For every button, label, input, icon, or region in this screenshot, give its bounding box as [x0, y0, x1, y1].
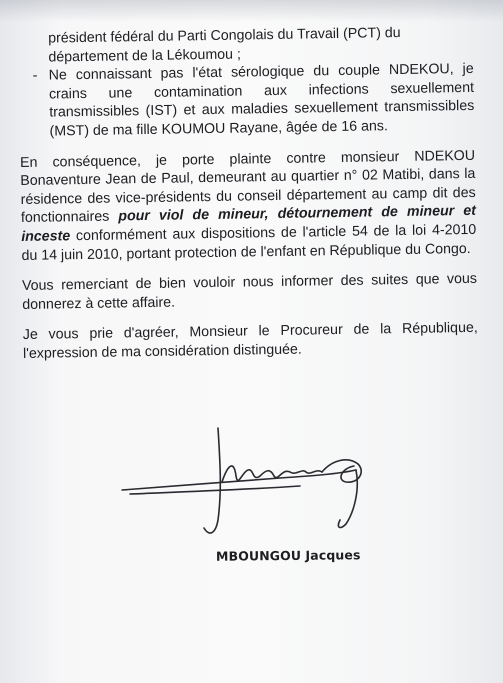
- letter-body: [18, 23, 478, 364]
- bullet-text: Ne connaissant pas l'état sérologique du couple NDEKOU, je crains une contamination aux infections sexuellement transmissibles (IST) et aux maladies sexuellement transmissibles (MST) de ma fille KOUMOU Rayane, âgée de 16 ans.: [48, 61, 475, 140]
- complaint-text-1: En conséquence, je porte plainte contre monsieur NDEKOU Bonaventure Jean de Paul, demeurant au quartier n° 02 Matibi, dans la résidence des vice-présidents du conseil département au camp dit des fonctionnaires: [19, 147, 476, 227]
- continuation-line-2: département de la Lékoumou ;: [48, 46, 241, 66]
- bullet-item: [19, 60, 475, 142]
- complaint-text-2: conformément aux dispositions de l'article 54 de la loi 4-2010 du 14 juin 2010, portant protection de l'enfant en République du Congo.: [21, 221, 477, 264]
- thanks-paragraph: Vous remerciant de bien vouloir nous informer des suites que vous donnerez à cette affaire.: [21, 270, 478, 313]
- closing-paragraph: Je vous prie d'agréer, Monsieur le Procureur de la République, l'expression de ma considération distinguée.: [22, 320, 478, 362]
- charges-text: pour viol de mineur, détournement de mineur et inceste: [21, 203, 477, 245]
- bullet-dash: -: [32, 67, 38, 84]
- signer-name: MBOUNGOU Jacques: [215, 547, 361, 564]
- handwritten-signature: [110, 420, 390, 550]
- continuation-line-1: président fédéral du Parti Congolais du Travail (PCT) du: [48, 24, 401, 47]
- complaint-paragraph: [20, 146, 477, 265]
- top-shadow: [0, 0, 503, 22]
